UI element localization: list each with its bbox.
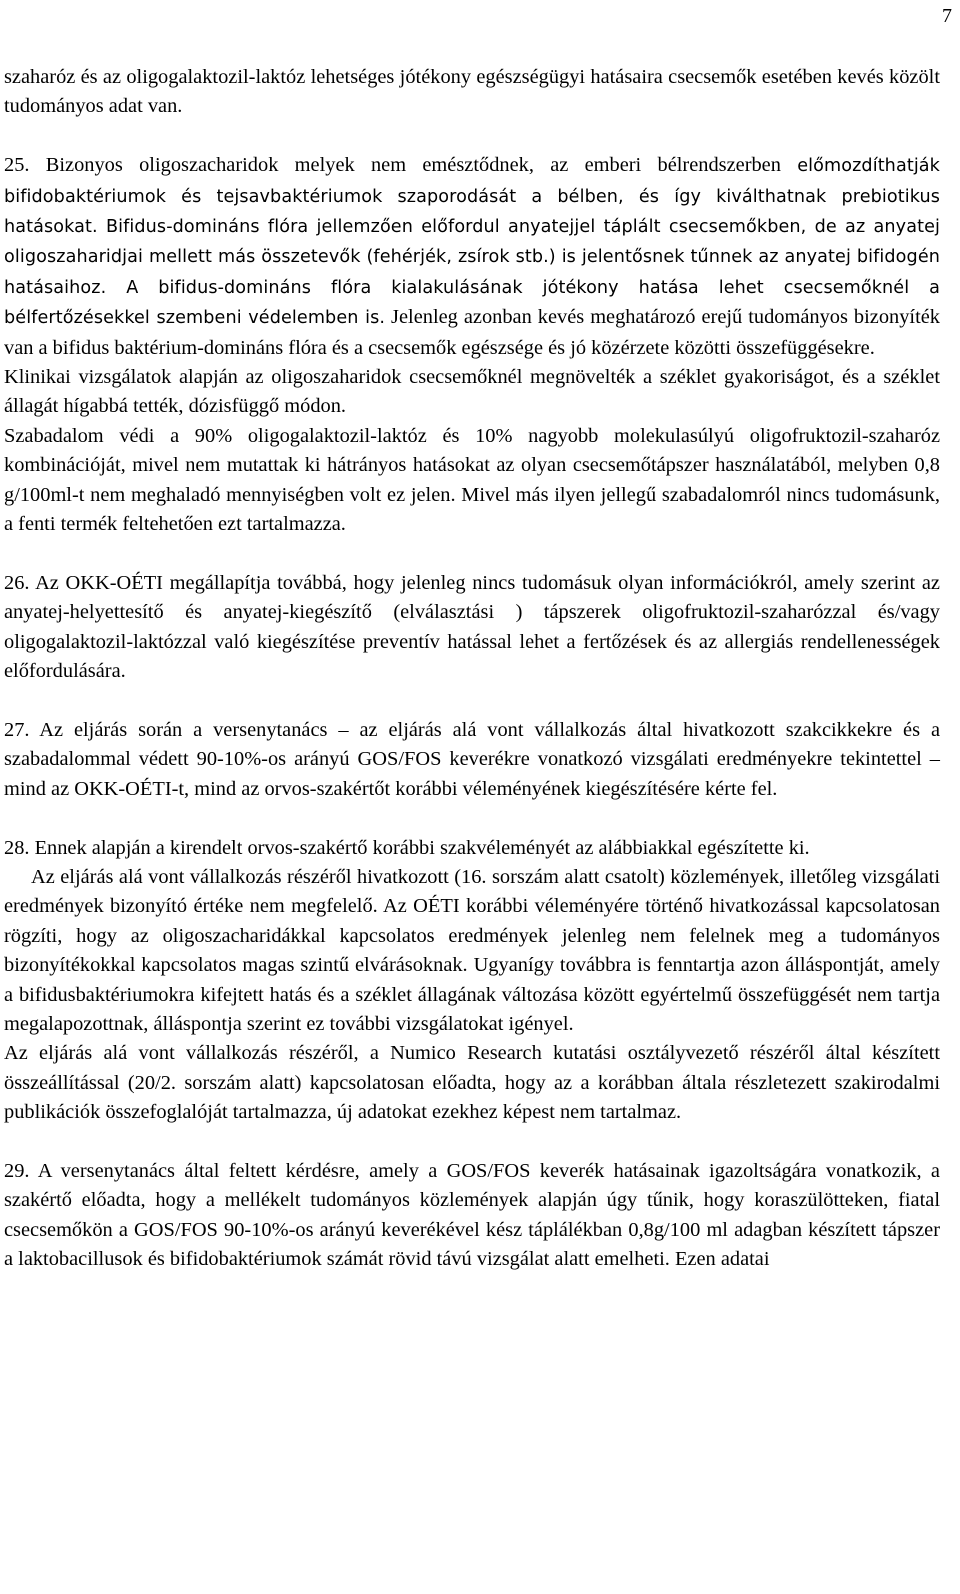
document-body	[4, 63, 940, 1275]
section-28-paragraph-2: Az eljárás alá vont vállalkozás részéről hivatkozott (16. sorszám alatt csatolt) közlemények, illetőleg vizsgálati eredmények bizonyító értéke nem megfelelő. Az OÉTI korábbi véleményére történő hivatkozással kapcsolatosan rögzíti, hogy az oligoszacharidákkal kapcsolatos eredmények jelenleg nem felelnek meg a tudományos bizonyítékokkal kapcsolatos magas szintű elvárásoknak. Ugyanígy továbbra is fenntartja azon álláspontját, amely a bifidusbaktériumokra kifejtett hatás és a széklet állagának változása között egyértelmű összefüggését nem tartja megalapozottnak, álláspontja szerint ez további vizsgálatokat igényel.	[4, 865, 940, 1035]
page-number: 7	[942, 5, 952, 27]
paragraph-gap	[4, 122, 940, 151]
section-25-paragraph	[4, 151, 940, 363]
section-27-paragraph: 27. Az eljárás során a versenytanács – az eljárás alá vont vállalkozás által hivatkozott szakcikkekre és a szabadalommal védett 90-10%-os arányú GOS/FOS keverékre vonatkozó vizsgálati eredményekre tekintettel – mind az OKK-OÉTI-t, mind az orvos-szakértőt korábbi véleményének kiegészítésére kérte fel.	[4, 718, 940, 800]
section-29-paragraph: 29. A versenytanács által feltett kérdésre, amely a GOS/FOS keverék hatásainak igazoltságára vonatkozik, a szakértő előadta, hogy a mellékelt tudományos közlemények alapján úgy tűnik, hogy koraszülötteken, fiatal csecsemőkön a GOS/FOS 90-10%-os arányú keverékével kész táplálékban 0,8g/100 ml adagban készített tápszer a laktobacillusok és bifidobaktériumok számát rövid távú vizsgálat alatt emelheti. Ezen adatai	[4, 1159, 940, 1271]
paragraph-gap	[4, 1128, 940, 1157]
section-28-paragraph-3: Az eljárás alá vont vállalkozás részéről, a Numico Research kutatási osztályvezető részéről által készített összeállítással (20/2. sorszám alatt) kapcsolatosan előadta, hogy az a korábban általa részletezett szakirodalmi publikációk összefoglalóját tartalmazza, új adatokat ezekhez képest nem tartalmaz.	[4, 1042, 940, 1124]
paragraph-gap	[4, 539, 940, 568]
paragraph-gap	[4, 687, 940, 716]
section-28-lead-paragraph: 28. Ennek alapján a kirendelt orvos-szakértő korábbi szakvéleményét az alábbiakkal egészítette ki.	[4, 836, 810, 859]
section-25-serif-text-2: Jelenleg azonban kevés meghatározó erejű tudományos bizonyíték van a bifidus baktérium-domináns flóra és a csecsemők egészsége és jó közérzete közötti összefüggésekre.	[4, 306, 940, 359]
intro-paragraph: szaharóz és az oligogalaktozil-laktóz lehetséges jótékony egészségügyi hatásaira csecsemők esetében kevés közölt tudományos adat van.	[4, 66, 940, 118]
section-25-serif-text: 25. Bizonyos oligoszacharidok melyek nem emésztődnek, az emberi bélrendszerben	[4, 154, 781, 177]
section-26-paragraph: 26. Az OKK-OÉTI megállapítja továbbá, hogy jelenleg nincs tudomásuk olyan információkról, amely szerint az anyatej-helyettesítő és anyatej-kiegészítő (elválasztási ) tápszerek oligofruktozil-szaharózzal és/vagy oligogalaktozil-laktózzal való kiegészítése preventív hatással lehet a fertőzések és az allergiás rendellenességek előfordulására.	[4, 571, 940, 683]
section-25-sans-text: előmozdíthatják bifidobaktériumok és tejsavbaktériumok szaporodását a bélben, és így kiválthatnak prebiotikus hatásokat. Bifidus-domináns flóra jellemzően előfordul anyatejjel táplált csecsemőkben, de az anyatej oligoszaharidjai mellett más összetevők (fehérjék, zsírok stb.) is jelentősnek tűnnek az anyatej bifidogén hatásaihoz. A bifidus-domináns flóra kialakulásának jótékony hatása lehet csecsemőknél a bélfertőzésekkel szembeni védelemben is.	[4, 156, 940, 329]
section-25-paragraph-2: Klinikai vizsgálatok alapján az oligoszaharidok csecsemőknél megnövelték a széklet gyakoriságot, és a széklet állagát hígabbá tették, dózisfüggő módon.	[4, 366, 940, 418]
paragraph-gap	[4, 804, 940, 833]
section-25-paragraph-3: Szabadalom védi a 90% oligogalaktozil-laktóz és 10% nagyobb molekulasúlyú oligofruktozil-szaharóz kombinációját, mivel nem mutattak ki hátrányos hatásokat az olyan csecsemőtápszer használatából, melyben 0,8 g/100ml-t nem meghaladó mennyiségben volt ez jelen. Mivel más ilyen jellegű szabadalomról nincs tudomásunk, a fenti termék feltehetően ezt tartalmazza.	[4, 424, 940, 536]
